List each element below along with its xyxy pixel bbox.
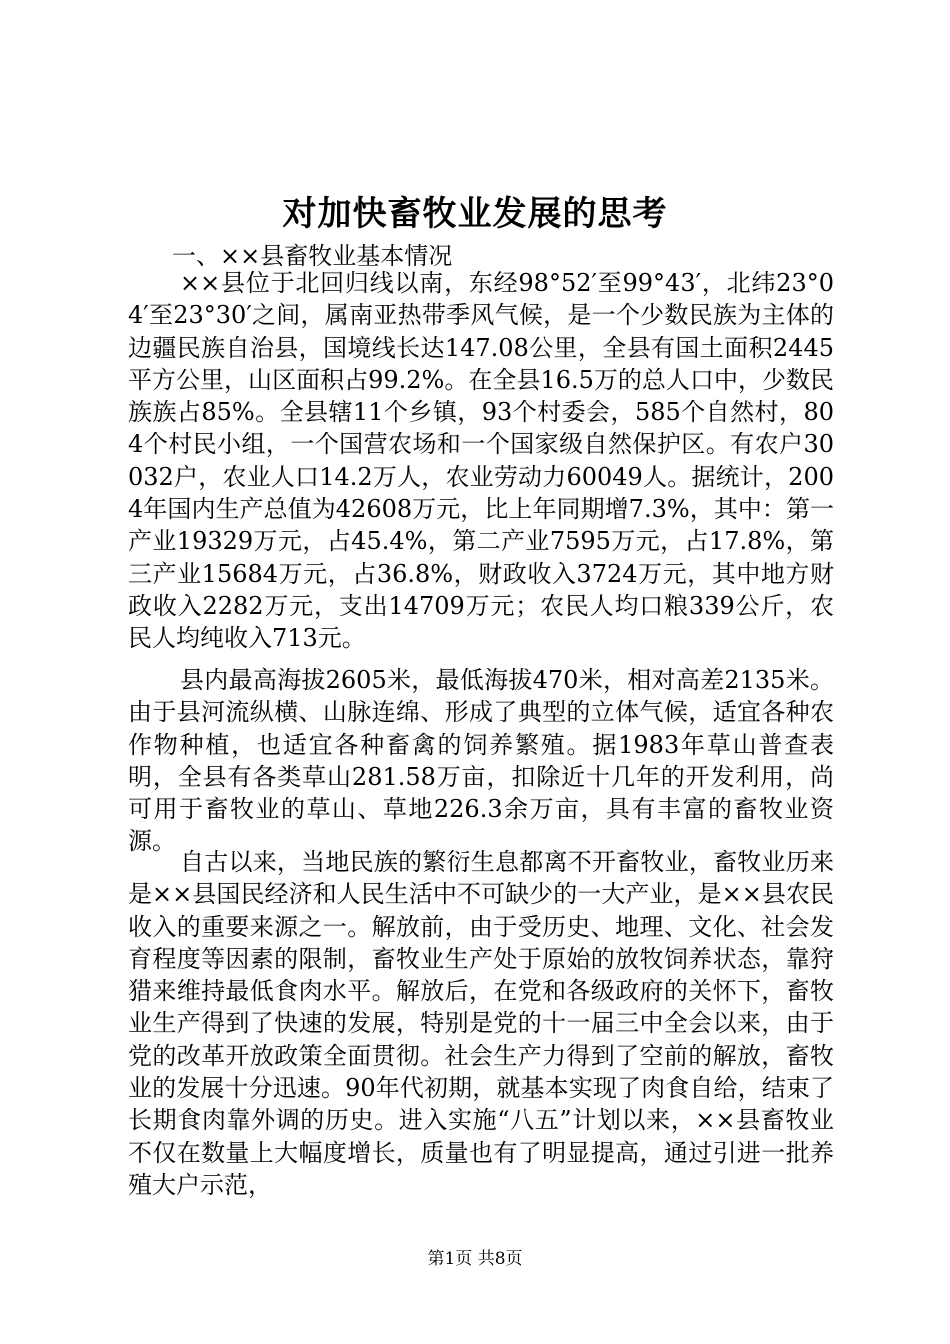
document-title: 对加快畜牧业发展的思考: [282, 194, 668, 234]
paragraph-block: [128, 267, 834, 655]
body-paragraph: ××县位于北回归线以南，东经98°52′至99°43′，北纬23°04′至23°30′之间，属南亚热带季风气候，是一个少数民族为主体的边疆民族自治县，国境线长达147.08公里，全县有国土面积2445平方公里，山区面积占99.2%。在全县16.5万的总人口中，少数民族族占85%。全县辖11个乡镇，93个村委会，585个自然村，804个村民小组，一个国营农场和一个国家级自然保护区。有农户30032户，农业人口14.2万人，农业劳动力60049人。据统计，2004年国内生产总值为42608万元，比上年同期增7.3%，其中：第一产业19329万元，占45.4%，第二产业7595万元，占17.8%，第三产业15684万元，占36.8%，财政收入3724万元，其中地方财政收入2282万元，支出14709万元；农民人均口粮339公斤，农民人均纯收入713元。: [128, 269, 834, 653]
paragraph-block: [128, 846, 834, 1201]
body-paragraph: 县内最高海拔2605米，最低海拔470米，相对高差2135米。由于县河流纵横、山脉连绵、形成了典型的立体气候，适宜各种农作物种植，也适宜各种畜禽的饲养繁殖。据1983年草山普查表明，全县有各类草山281.58万亩，扣除近十几年的开发利用，尚可用于畜牧业的草山、草地226.3余万亩，具有丰富的畜牧业资源。: [128, 666, 834, 856]
paragraph-block: [128, 664, 834, 858]
section-heading: 一、××县畜牧业基本情况: [172, 242, 453, 270]
page-footer: 第1页 共8页: [427, 1249, 523, 1269]
body-paragraph: 自古以来，当地民族的繁衍生息都离不开畜牧业，畜牧业历来是××县国民经济和人民生活中不可缺少的一大产业，是××县农民收入的重要来源之一。解放前，由于受历史、地理、文化、社会发育程度等因素的限制，畜牧业生产处于原始的放牧饲养状态，靠狩猎来维持最低食肉水平。解放后，在党和各级政府的关怀下，畜牧业生产得到了快速的发展，特别是党的十一届三中全会以来，由于党的改革开放政策全面贯彻。社会生产力得到了空前的解放，畜牧业的发展十分迅速。90年代初期，就基本实现了肉食自给，结束了长期食肉靠外调的历史。进入实施“八五”计划以来，××县畜牧业不仅在数量上大幅度增长，质量也有了明显提高，通过引进一批养殖大户示范，: [128, 848, 834, 1199]
